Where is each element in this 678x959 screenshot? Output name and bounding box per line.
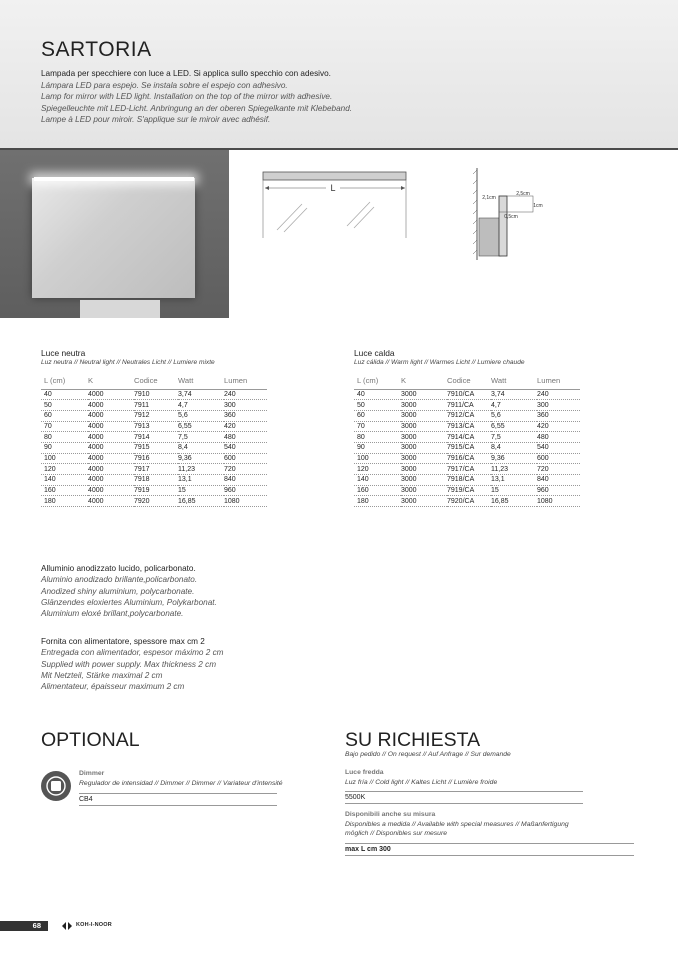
table-cell: 6,55 [178, 421, 224, 432]
description-fr: Lampe à LED pour miroir. S'applique sur le miroir avec adhésif. [41, 115, 271, 124]
column-header: Codice [447, 373, 491, 389]
wall-hatch-7 [473, 230, 477, 234]
material-en: Anodized shiny aluminium, polycarbonate. [41, 586, 195, 596]
table-cell: 4000 [88, 464, 134, 475]
material-fr: Aluminium eloxé brillant,polycarbonate. [41, 609, 184, 619]
table-cell: 4000 [88, 389, 134, 400]
neutral-light-table [41, 373, 267, 507]
lamp-profile [499, 196, 507, 256]
table-cell: 50 [41, 400, 88, 411]
table-row [41, 432, 267, 443]
table-cell: 7910/CA [447, 389, 491, 400]
supply-info [41, 636, 224, 692]
wall-hatch-5 [473, 210, 477, 214]
table-row [354, 432, 580, 443]
table-cell: 7918/CA [447, 475, 491, 486]
table-cell: 3,74 [178, 389, 224, 400]
table-row [354, 475, 580, 486]
table-cell: 7,5 [178, 432, 224, 443]
table-cell: 300 [537, 400, 580, 411]
column-header: Watt [178, 373, 224, 389]
column-header: K [88, 373, 134, 389]
wall-hatch-4 [473, 200, 477, 204]
table-cell: 4000 [88, 496, 134, 507]
dim-label-c: 1cm [533, 203, 543, 209]
table-cell: 70 [41, 421, 88, 432]
photo-led-lamp [34, 177, 194, 181]
table-cell: 840 [537, 475, 580, 486]
optional-title: OPTIONAL [41, 729, 140, 751]
table-cell: 8,4 [178, 442, 224, 453]
product-photo [0, 150, 229, 318]
table-cell: 6,55 [491, 421, 537, 432]
table-cell: 7915 [134, 442, 178, 453]
table-row [354, 442, 580, 453]
table-cell: 140 [354, 475, 401, 486]
table-row [41, 453, 267, 464]
table-cell: 4000 [88, 485, 134, 496]
table-cell: 60 [41, 410, 88, 421]
table-cell: 300 [224, 400, 267, 411]
dimmer-icon [41, 771, 71, 801]
table-cell: 360 [537, 410, 580, 421]
table-cell: 7913/CA [447, 421, 491, 432]
page-title: SARTORIA [41, 38, 152, 61]
table-cell: 4000 [88, 421, 134, 432]
custom-size-label: Disponibili anche su misura [345, 811, 436, 818]
dimmer-knob-icon [45, 775, 67, 797]
lamp-bar-shape [263, 172, 406, 180]
neutral-table-subtitle: Luz neutra // Neutral light // Neutrales Licht // Lumiere mixte [41, 359, 215, 366]
table-cell: 7914/CA [447, 432, 491, 443]
warm-table-subtitle: Luz cálida // Warm light // Warmes Licht // Lumiere chaude [354, 359, 525, 366]
table-cell: 70 [354, 421, 401, 432]
table-cell: 4000 [88, 410, 134, 421]
supply-es: Entregada con alimentador, espesor máximo 2 cm [41, 648, 224, 658]
table-cell: 9,36 [178, 453, 224, 464]
table-cell: 420 [537, 421, 580, 432]
material-info [41, 563, 217, 619]
table-cell: 3000 [401, 453, 447, 464]
table-cell: 5,6 [178, 410, 224, 421]
table-row [354, 421, 580, 432]
side-dimension-diagram [455, 168, 545, 260]
table-cell: 1080 [537, 496, 580, 507]
table-row [41, 485, 267, 496]
table-cell: 160 [354, 485, 401, 496]
table-row [41, 496, 267, 507]
table-cell: 3000 [401, 496, 447, 507]
table-row [41, 442, 267, 453]
table-cell: 180 [354, 496, 401, 507]
table-cell: 720 [537, 464, 580, 475]
wall-hatch-6 [473, 220, 477, 224]
table-row [41, 464, 267, 475]
supply-de: Mit Netzteil, Stärke maximal 2 cm [41, 670, 163, 680]
table-row [354, 453, 580, 464]
table-cell: 16,85 [178, 496, 224, 507]
table-cell: 360 [224, 410, 267, 421]
table-cell: 7912/CA [447, 410, 491, 421]
table-cell: 11,23 [491, 464, 537, 475]
table-cell: 3000 [401, 400, 447, 411]
table-cell: 180 [41, 496, 88, 507]
dimmer-label: Dimmer [79, 770, 105, 777]
table-cell: 960 [537, 485, 580, 496]
on-request-subtitle: Bajo pedido // On request // Auf Anfrage // Sur demande [345, 751, 511, 758]
table-cell: 11,23 [178, 464, 224, 475]
table-cell: 3000 [401, 475, 447, 486]
supply-fr: Alimentateur, épaisseur maximum 2 cm [41, 682, 185, 692]
table-cell: 540 [537, 442, 580, 453]
table-cell: 7,5 [491, 432, 537, 443]
column-header: K [401, 373, 447, 389]
table-cell: 7915/CA [447, 442, 491, 453]
table-cell: 480 [224, 432, 267, 443]
wall-hatch-1 [473, 170, 477, 174]
brand-name: KOH-I-NOOR [76, 922, 112, 928]
table-cell: 480 [537, 432, 580, 443]
column-header: L (cm) [41, 373, 88, 389]
supply-en: Supplied with power supply. Max thickness 2 cm [41, 659, 217, 669]
custom-size-description [345, 820, 569, 838]
dim-label-d: 0,5cm [504, 214, 518, 220]
table-cell: 4000 [88, 432, 134, 443]
table-cell: 240 [537, 389, 580, 400]
table-cell: 7916 [134, 453, 178, 464]
table-cell: 40 [354, 389, 401, 400]
length-label: L [330, 183, 336, 193]
column-header: L (cm) [354, 373, 401, 389]
table-cell: 13,1 [491, 475, 537, 486]
table-cell: 50 [354, 400, 401, 411]
table-cell: 7917/CA [447, 464, 491, 475]
table-cell: 40 [41, 389, 88, 400]
table-row [354, 464, 580, 475]
table-cell: 3000 [401, 485, 447, 496]
description-de: Spiegelleuchte mit LED-Licht. Anbringung an der oberen Spiegelkante mit Klebeband. [41, 103, 353, 113]
column-header: Lumen [224, 373, 267, 389]
table-cell: 16,85 [491, 496, 537, 507]
table-cell: 7916/CA [447, 453, 491, 464]
table-cell: 4000 [88, 442, 134, 453]
table-cell: 140 [41, 475, 88, 486]
table-cell: 420 [224, 421, 267, 432]
product-description [41, 68, 352, 126]
table-row [354, 410, 580, 421]
table-cell: 100 [354, 453, 401, 464]
on-request-title: SU RICHIESTA [345, 729, 481, 751]
table-cell: 600 [537, 453, 580, 464]
table-cell: 3000 [401, 432, 447, 443]
table-cell: 840 [224, 475, 267, 486]
table-cell: 540 [224, 442, 267, 453]
table-cell: 3000 [401, 421, 447, 432]
table-cell: 8,4 [491, 442, 537, 453]
neutral-table-title: Luce neutra [41, 348, 86, 358]
cold-light-label: Luce fredda [345, 769, 384, 776]
table-cell: 4000 [88, 475, 134, 486]
custom-size-value: max L cm 300 [345, 843, 634, 856]
dimmer-description: Regulador de intensidad // Dimmer // Dimmer // Variateur d'intensité [79, 780, 283, 787]
table-row [354, 485, 580, 496]
table-row [41, 421, 267, 432]
table-cell: 100 [41, 453, 88, 464]
photo-sink [80, 300, 160, 318]
table-cell: 3,74 [491, 389, 537, 400]
table-cell: 4,7 [491, 400, 537, 411]
table-cell: 7919/CA [447, 485, 491, 496]
column-header: Codice [134, 373, 178, 389]
photo-mirror [32, 178, 195, 298]
table-cell: 7913 [134, 421, 178, 432]
wall-hatch-9 [473, 250, 477, 254]
description-it: Lampada per specchiere con luce a LED. Si applica sullo specchio con adesivo. [41, 69, 331, 78]
reflection-line-2 [284, 208, 307, 232]
reflection-line-3 [347, 202, 370, 226]
table-cell: 240 [224, 389, 267, 400]
reflection-line-4 [354, 207, 374, 228]
warm-table-title: Luce calda [354, 348, 395, 358]
cold-light-value: 5500K [345, 791, 583, 804]
table-cell: 3000 [401, 410, 447, 421]
table-cell: 7911 [134, 400, 178, 411]
table-cell: 15 [491, 485, 537, 496]
table-row [41, 410, 267, 421]
material-es: Aluminio anodizado brillante,policarbonato. [41, 575, 198, 585]
table-cell: 4,7 [178, 400, 224, 411]
table-cell: 9,36 [491, 453, 537, 464]
description-es: Lámpara LED para espejo. Se instala sobre el espejo con adhesivo. [41, 80, 288, 90]
supply-it: Fornita con alimentatore, spessore max cm 2 [41, 637, 205, 646]
table-cell: 4000 [88, 400, 134, 411]
table-cell: 600 [224, 453, 267, 464]
column-header: Lumen [537, 373, 580, 389]
table-cell: 7914 [134, 432, 178, 443]
table-cell: 7920/CA [447, 496, 491, 507]
table-cell: 3000 [401, 464, 447, 475]
table-row [41, 475, 267, 486]
cold-light-description: Luz fría // Cold light // Kaltes Licht // Lumière froide [345, 779, 498, 786]
table-cell: 60 [354, 410, 401, 421]
table-cell: 7910 [134, 389, 178, 400]
table-row [354, 496, 580, 507]
table-cell: 7911/CA [447, 400, 491, 411]
table-cell: 7920 [134, 496, 178, 507]
table-cell: 13,1 [178, 475, 224, 486]
table-cell: 7917 [134, 464, 178, 475]
dim-label-b: 2,1cm [482, 195, 496, 201]
mirror-profile [479, 218, 501, 256]
table-row [41, 389, 267, 400]
wall-hatch-2 [473, 180, 477, 184]
table-cell: 1080 [224, 496, 267, 507]
table-cell: 160 [41, 485, 88, 496]
description-en: Lamp for mirror with LED light. Installation on the top of the mirror with adhesive. [41, 92, 333, 101]
wall-hatch-3 [473, 190, 477, 194]
table-cell: 3000 [401, 442, 447, 453]
table-cell: 80 [41, 432, 88, 443]
table-cell: 720 [224, 464, 267, 475]
arrow-right-icon [401, 186, 405, 190]
table-cell: 90 [354, 442, 401, 453]
column-header: Watt [491, 373, 537, 389]
front-dimension-diagram [262, 168, 408, 240]
table-row [354, 400, 580, 411]
material-it: Alluminio anodizzato lucido, policarbonato. [41, 564, 196, 573]
table-row [354, 389, 580, 400]
wall-hatch-8 [473, 240, 477, 244]
table-cell: 3000 [401, 389, 447, 400]
table-cell: 7919 [134, 485, 178, 496]
table-cell: 7918 [134, 475, 178, 486]
arrow-left-icon [265, 186, 269, 190]
custom-size-description-line-2: möglich // Disponibles sur mesure [345, 830, 447, 837]
dim-label-a: 2,5cm [516, 191, 530, 197]
table-cell: 15 [178, 485, 224, 496]
dimmer-code: CB4 [79, 793, 277, 806]
table-cell: 80 [354, 432, 401, 443]
material-de: Glänzendes eloxiertes Aluminium, Polykarbonat. [41, 597, 217, 607]
brand-logo-icon [61, 921, 73, 931]
table-cell: 5,6 [491, 410, 537, 421]
custom-size-description-line-1: Disponibles a medida // Available with special measures // Maßanfertigung [345, 821, 569, 828]
table-cell: 120 [41, 464, 88, 475]
table-cell: 120 [354, 464, 401, 475]
table-cell: 4000 [88, 453, 134, 464]
table-cell: 7912 [134, 410, 178, 421]
table-cell: 960 [224, 485, 267, 496]
page-number: 68 [0, 921, 48, 931]
table-cell: 90 [41, 442, 88, 453]
table-row [41, 400, 267, 411]
warm-light-table [354, 373, 580, 507]
